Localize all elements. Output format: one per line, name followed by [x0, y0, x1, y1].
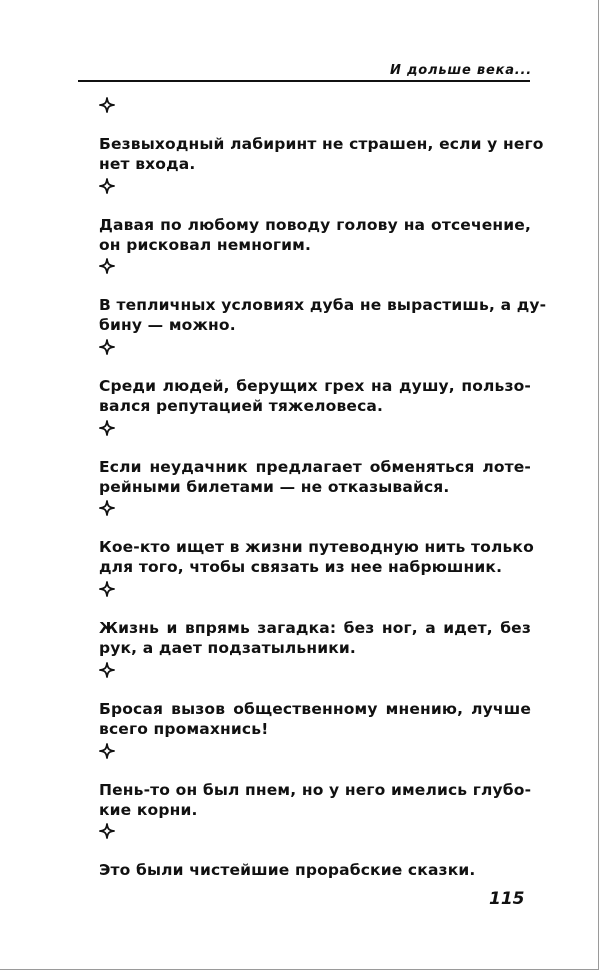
text-line: вался репутацией тяжеловеса.: [99, 397, 384, 416]
text-line: для того, чтобы связать из нее набрюшник.: [99, 558, 503, 577]
text-line: рейными билетами — не отказывайся.: [99, 477, 450, 496]
four-pointed-star-icon: [99, 97, 531, 122]
aphorism-entry: [99, 823, 531, 904]
aphorism-text: [99, 376, 531, 416]
text-line: Давая по любому поводу голову на отсечение,: [99, 215, 531, 234]
aphorism-entry: [99, 581, 531, 662]
text-line: рук, а дает подзатыльники.: [99, 639, 356, 658]
aphorism-text: [99, 295, 547, 335]
aphorism-text: [99, 134, 544, 174]
aphorism-text: [99, 780, 531, 820]
text-line: Безвыходный лабиринт не страшен, если у него: [99, 135, 544, 153]
text-line: бину — можно.: [99, 316, 236, 335]
aphorism-text: [99, 537, 534, 577]
header-rule: [78, 80, 530, 82]
four-pointed-star-icon: [99, 581, 531, 606]
text-line: всего промахнись!: [99, 719, 269, 738]
aphorism-text: [99, 860, 531, 880]
four-pointed-star-icon: [99, 178, 531, 203]
aphorism-text: [99, 699, 531, 739]
aphorism-entry: [99, 339, 531, 420]
text-line: Пень-то он был пнем, но у него имелись глубо-: [99, 780, 532, 799]
aphorism-entry: [99, 662, 531, 743]
four-pointed-star-icon: [99, 743, 531, 768]
text-line: он рисковал немногим.: [99, 235, 311, 254]
page-number: 115: [489, 889, 525, 909]
four-pointed-star-icon: [99, 420, 531, 445]
aphorism-entry: [99, 500, 534, 581]
text-line: Это были чистейшие прорабские сказки.: [99, 861, 476, 880]
aphorism-entry: [99, 743, 531, 824]
aphorism-text: [99, 215, 531, 255]
aphorism-entry: [99, 420, 531, 501]
aphorism-text: [99, 457, 531, 497]
aphorism-list: [99, 97, 547, 904]
four-pointed-star-icon: [99, 662, 531, 687]
text-line: В тепличных условиях дуба не вырастишь, а ду-: [99, 296, 547, 315]
text-line: кие корни.: [99, 800, 198, 819]
text-line: нет входа.: [99, 155, 196, 173]
text-line: Если неудачник предлагает обменяться лоте-: [99, 457, 531, 476]
aphorism-entry: [99, 178, 531, 259]
running-header: И дольше века...: [390, 63, 532, 78]
four-pointed-star-icon: [99, 339, 531, 364]
four-pointed-star-icon: [99, 258, 531, 283]
text-line: Среди людей, берущих грех на душу, пользо-: [99, 377, 531, 396]
text-line: Кое-кто ищет в жизни путеводную нить только: [99, 538, 534, 557]
four-pointed-star-icon: [99, 823, 531, 848]
text-line: Бросая вызов общественному мнению, лучше: [99, 699, 531, 718]
text-line: Жизнь и впрямь загадка: без ног, а идет, без: [99, 619, 531, 638]
aphorism-entry: [99, 97, 544, 178]
four-pointed-star-icon: [99, 500, 531, 525]
aphorism-text: [99, 618, 531, 658]
aphorism-entry: [99, 258, 547, 339]
